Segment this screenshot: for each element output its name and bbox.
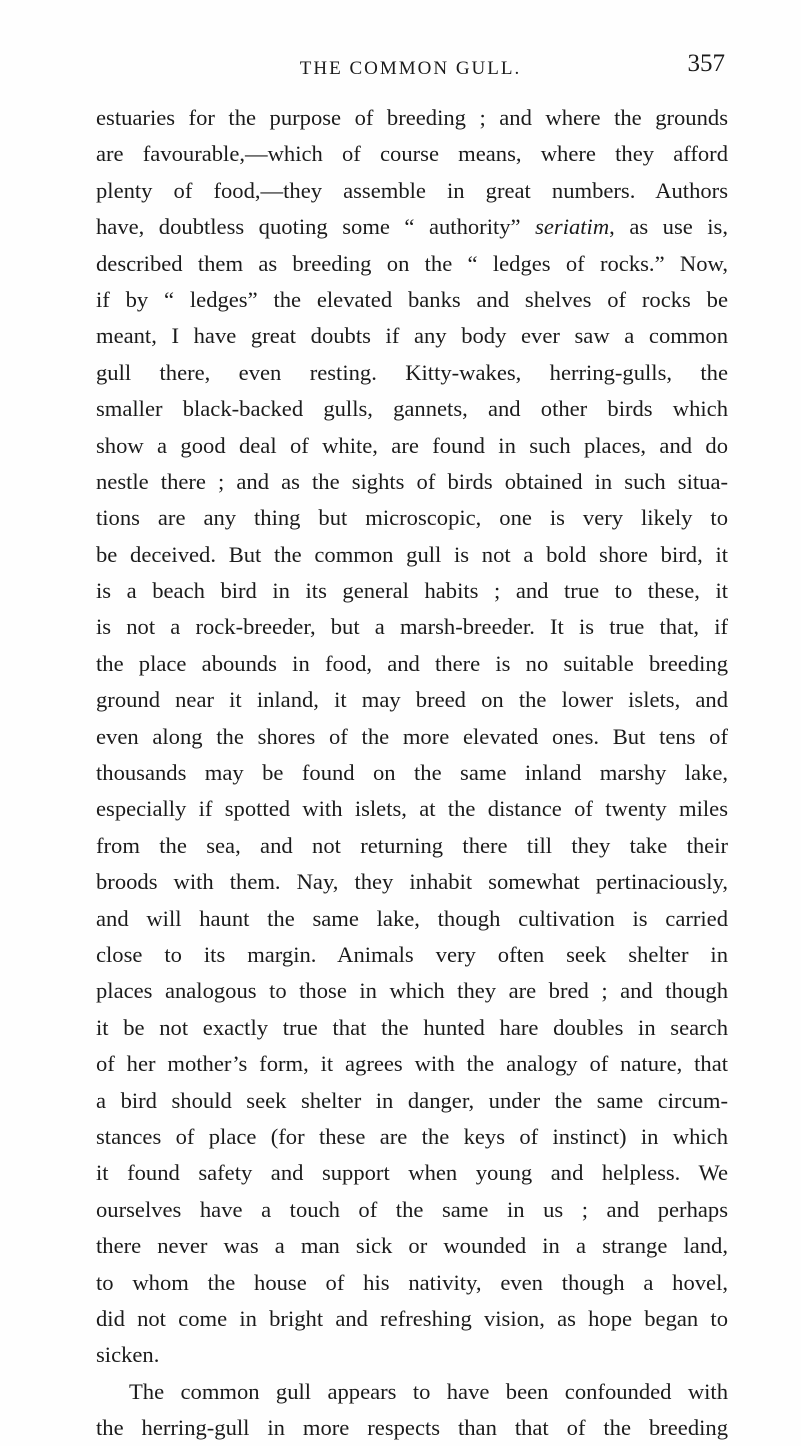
text-line: there never was a man sick or wounded in a strange land,	[96, 1233, 728, 1259]
text-line: even along the shores of the more elevated ones. But tens of	[96, 723, 728, 749]
text-line: broods with them. Nay, they inhabit somewhat pertinaciously,	[96, 869, 728, 895]
text-line: plenty of food,—they assemble in great numbers. Authors	[96, 177, 728, 203]
text-line: gull there, even resting. Kitty-wakes, herring-gulls, the	[96, 359, 728, 385]
text-line: to whom the house of his nativity, even though a hovel,	[96, 1269, 728, 1295]
text-line: have, doubtless quoting some “ authority” seriatim, as use is,	[96, 214, 728, 240]
text-line: of her mother’s form, it agrees with the analogy of nature, that	[96, 1051, 728, 1077]
text-line: the herring-gull in more respects than that of the breeding	[96, 1415, 728, 1441]
text-line: is a beach bird in its general habits ; and true to these, it	[96, 578, 728, 604]
text-line: places analogous to those in which they are bred ; and though	[96, 978, 728, 1004]
running-title: THE COMMON GULL.	[299, 58, 522, 79]
text-line: thousands may be found on the same inland marshy lake,	[96, 760, 728, 786]
text-line: show a good deal of white, are found in such places, and do	[96, 432, 728, 458]
text-line: it be not exactly true that the hunted hare doubles in search	[96, 1014, 728, 1040]
text-line: ground near it inland, it may breed on the lower islets, and	[96, 687, 728, 713]
body-text	[96, 100, 728, 1446]
text-line: ourselves have a touch of the same in us ; and perhaps	[96, 1196, 728, 1222]
text-line: be deceived. But the common gull is not a bold shore bird, it	[96, 541, 728, 567]
text-line: if by “ ledges” the elevated banks and shelves of rocks be	[96, 286, 728, 312]
text-line: described them as breeding on the “ ledges of rocks.” Now,	[96, 250, 728, 276]
text-line: did not come in bright and refreshing vision, as hope began to	[96, 1305, 728, 1331]
text-line: smaller black-backed gulls, gannets, and other birds which	[96, 396, 728, 422]
text-line: close to its margin. Animals very often seek shelter in	[96, 941, 728, 967]
text-line: is not a rock-breeder, but a marsh-breeder. It is true that, if	[96, 614, 728, 640]
text-line: meant, I have great doubts if any body ever saw a common	[96, 323, 728, 349]
text-line: tions are any thing but microscopic, one is very likely to	[96, 505, 728, 531]
text-line: a bird should seek shelter in danger, under the same circum-	[96, 1087, 728, 1113]
text-line: nestle there ; and as the sights of birds obtained in such situa-	[96, 468, 728, 494]
text-line: and will haunt the same lake, though cultivation is carried	[96, 905, 728, 931]
paragraph-start-line: The common gull appears to have been confounded with	[129, 1378, 728, 1404]
text-line: from the sea, and not returning there till they take their	[96, 832, 728, 858]
text-line: especially if spotted with islets, at the distance of twenty miles	[96, 796, 728, 822]
page-number: 357	[687, 50, 725, 77]
text-line: the place abounds in food, and there is no suitable breeding	[96, 650, 728, 676]
italic-word: seriatim	[535, 214, 610, 240]
paragraph-end-line: sicken.	[96, 1342, 160, 1368]
text-line: it found safety and support when young and helpless. We	[96, 1160, 728, 1186]
text-line: estuaries for the purpose of breeding ; and where the grounds	[96, 105, 728, 130]
text-line: stances of place (for these are the keys of instinct) in which	[96, 1123, 728, 1149]
text-line: are favourable,—which of course means, where they afford	[96, 141, 728, 167]
page-header	[96, 50, 725, 86]
